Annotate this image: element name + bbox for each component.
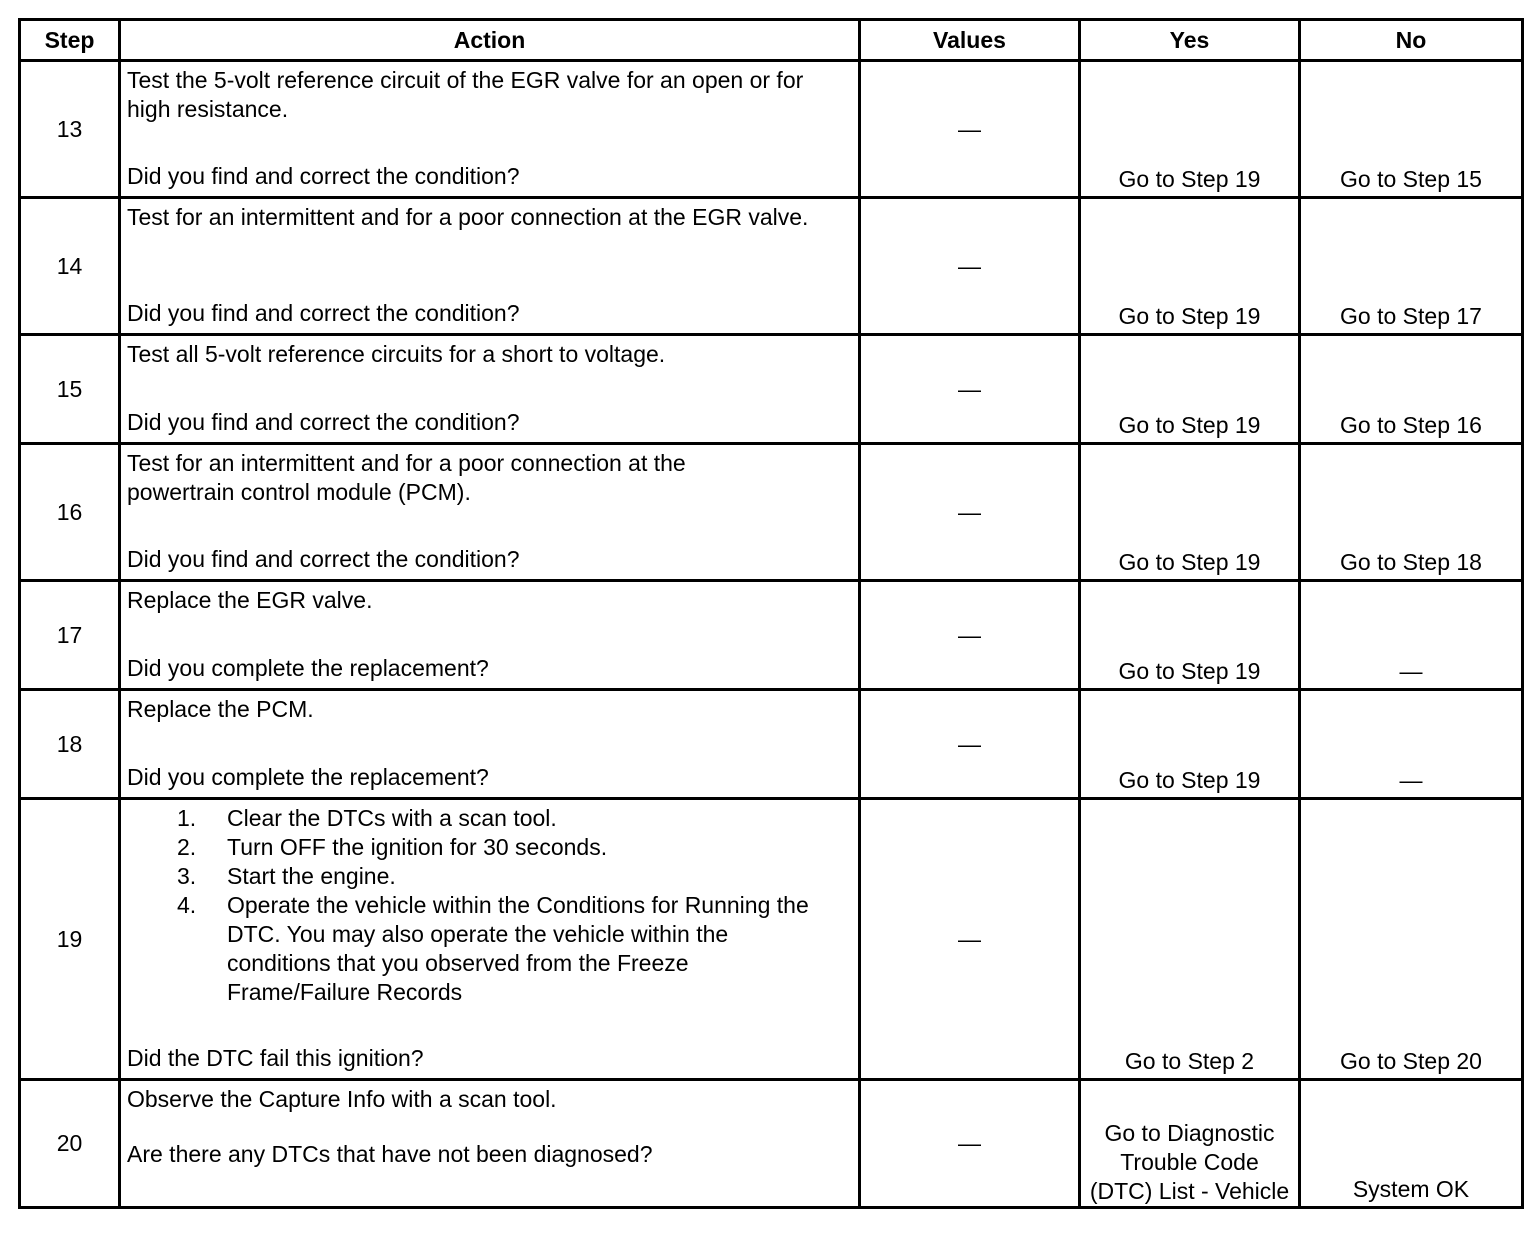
action-question: Did the DTC fail this ignition? xyxy=(127,1045,424,1071)
step-number: 18 xyxy=(20,690,120,799)
action-cell xyxy=(120,335,860,444)
step-number: 19 xyxy=(20,799,120,1080)
action-cell xyxy=(120,690,860,799)
step-number: 15 xyxy=(20,335,120,444)
action-question: Are there any DTCs that have not been diagnosed? xyxy=(127,1141,653,1167)
action-question: Did you complete the replacement? xyxy=(127,655,489,681)
action-question: Did you find and correct the condition? xyxy=(127,300,520,326)
no-cell xyxy=(1300,444,1523,581)
header-values: Values xyxy=(860,20,1080,61)
table-row xyxy=(20,799,1523,1080)
yes-link[interactable]: Go to Diagnostic Trouble Code (DTC) List - Vehicle xyxy=(1089,1120,1290,1204)
action-question: Did you find and correct the condition? xyxy=(127,409,520,435)
diagnostic-table xyxy=(18,18,1524,1209)
yes-link[interactable]: Go to Step 19 xyxy=(1118,166,1261,192)
yes-cell xyxy=(1080,335,1300,444)
header-yes: Yes xyxy=(1080,20,1300,61)
yes-cell xyxy=(1080,444,1300,581)
no-cell xyxy=(1300,690,1523,799)
list-item xyxy=(177,862,852,891)
list-number: 1. xyxy=(177,805,197,831)
no-cell xyxy=(1300,61,1523,198)
yes-link[interactable]: Go to Step 19 xyxy=(1118,767,1261,793)
action-question: Did you find and correct the condition? xyxy=(127,163,520,189)
values-cell: — xyxy=(860,335,1080,444)
yes-cell xyxy=(1080,198,1300,335)
header-step: Step xyxy=(20,20,120,61)
no-link[interactable]: Go to Step 16 xyxy=(1340,412,1482,438)
table-row xyxy=(20,198,1523,335)
action-cell xyxy=(120,581,860,690)
yes-cell xyxy=(1080,61,1300,198)
no-cell xyxy=(1300,335,1523,444)
action-question: Did you find and correct the condition? xyxy=(127,546,520,572)
step-number: 17 xyxy=(20,581,120,690)
no-cell xyxy=(1300,198,1523,335)
no-value: — xyxy=(1399,767,1423,793)
action-cell xyxy=(120,61,860,198)
action-text: Replace the EGR valve. xyxy=(127,587,373,613)
values-cell: — xyxy=(860,1080,1080,1208)
no-value: — xyxy=(1399,658,1423,684)
action-text: Test for an intermittent and for a poor connection at the powertrain control module (PCM). xyxy=(127,450,686,505)
values-cell: — xyxy=(860,690,1080,799)
step-number: 20 xyxy=(20,1080,120,1208)
no-cell xyxy=(1300,799,1523,1080)
step-number: 16 xyxy=(20,444,120,581)
no-cell xyxy=(1300,1080,1523,1208)
list-text: Start the engine. xyxy=(227,863,396,889)
yes-link[interactable]: Go to Step 19 xyxy=(1118,303,1261,329)
yes-link[interactable]: Go to Step 19 xyxy=(1118,412,1261,438)
action-text: Observe the Capture Info with a scan tool. xyxy=(127,1086,557,1112)
header-row xyxy=(20,20,1523,61)
action-question: Did you complete the replacement? xyxy=(127,764,489,790)
list-number: 3. xyxy=(177,863,197,889)
yes-cell xyxy=(1080,799,1300,1080)
no-link[interactable]: Go to Step 18 xyxy=(1340,549,1482,575)
yes-link[interactable]: Go to Step 19 xyxy=(1118,658,1261,684)
table-row xyxy=(20,61,1523,198)
action-text: Test for an intermittent and for a poor connection at the EGR valve. xyxy=(127,204,809,230)
yes-link[interactable]: Go to Step 19 xyxy=(1118,549,1261,575)
table-row xyxy=(20,335,1523,444)
list-number: 2. xyxy=(177,834,197,860)
yes-cell xyxy=(1080,690,1300,799)
list-item xyxy=(177,891,822,1007)
yes-cell xyxy=(1080,581,1300,690)
no-cell xyxy=(1300,581,1523,690)
action-cell xyxy=(120,799,860,1080)
action-text: Test the 5-volt reference circuit of the EGR valve for an open or for high resistance. xyxy=(127,67,804,122)
no-link[interactable]: Go to Step 15 xyxy=(1340,166,1482,192)
values-cell: — xyxy=(860,61,1080,198)
table-row xyxy=(20,444,1523,581)
yes-link[interactable]: Go to Step 2 xyxy=(1124,1048,1255,1074)
no-link[interactable]: Go to Step 20 xyxy=(1340,1048,1482,1074)
action-text: Replace the PCM. xyxy=(127,696,314,722)
action-cell xyxy=(120,198,860,335)
list-item xyxy=(177,804,852,833)
header-action: Action xyxy=(120,20,860,61)
values-cell: — xyxy=(860,198,1080,335)
no-link[interactable]: Go to Step 17 xyxy=(1340,303,1482,329)
action-cell xyxy=(120,1080,860,1208)
action-steps-list xyxy=(127,804,852,1007)
list-text: Clear the DTCs with a scan tool. xyxy=(227,805,557,831)
yes-cell xyxy=(1080,1080,1300,1208)
table-row xyxy=(20,690,1523,799)
table-row xyxy=(20,1080,1523,1208)
step-number: 13 xyxy=(20,61,120,198)
list-text: Turn OFF the ignition for 30 seconds. xyxy=(227,834,608,860)
values-cell: — xyxy=(860,799,1080,1080)
list-text: Operate the vehicle within the Conditions for Running the DTC. You may also operate the vehicle within the conditions that you observed from the Freeze Frame/Failure Records xyxy=(227,892,809,1005)
list-number: 4. xyxy=(177,892,197,918)
action-text: Test all 5-volt reference circuits for a short to voltage. xyxy=(127,341,666,367)
values-cell: — xyxy=(860,581,1080,690)
header-no: No xyxy=(1300,20,1523,61)
step-number: 14 xyxy=(20,198,120,335)
list-item xyxy=(177,833,852,862)
action-cell xyxy=(120,444,860,581)
values-cell: — xyxy=(860,444,1080,581)
table-row xyxy=(20,581,1523,690)
no-value: System OK xyxy=(1352,1176,1470,1202)
